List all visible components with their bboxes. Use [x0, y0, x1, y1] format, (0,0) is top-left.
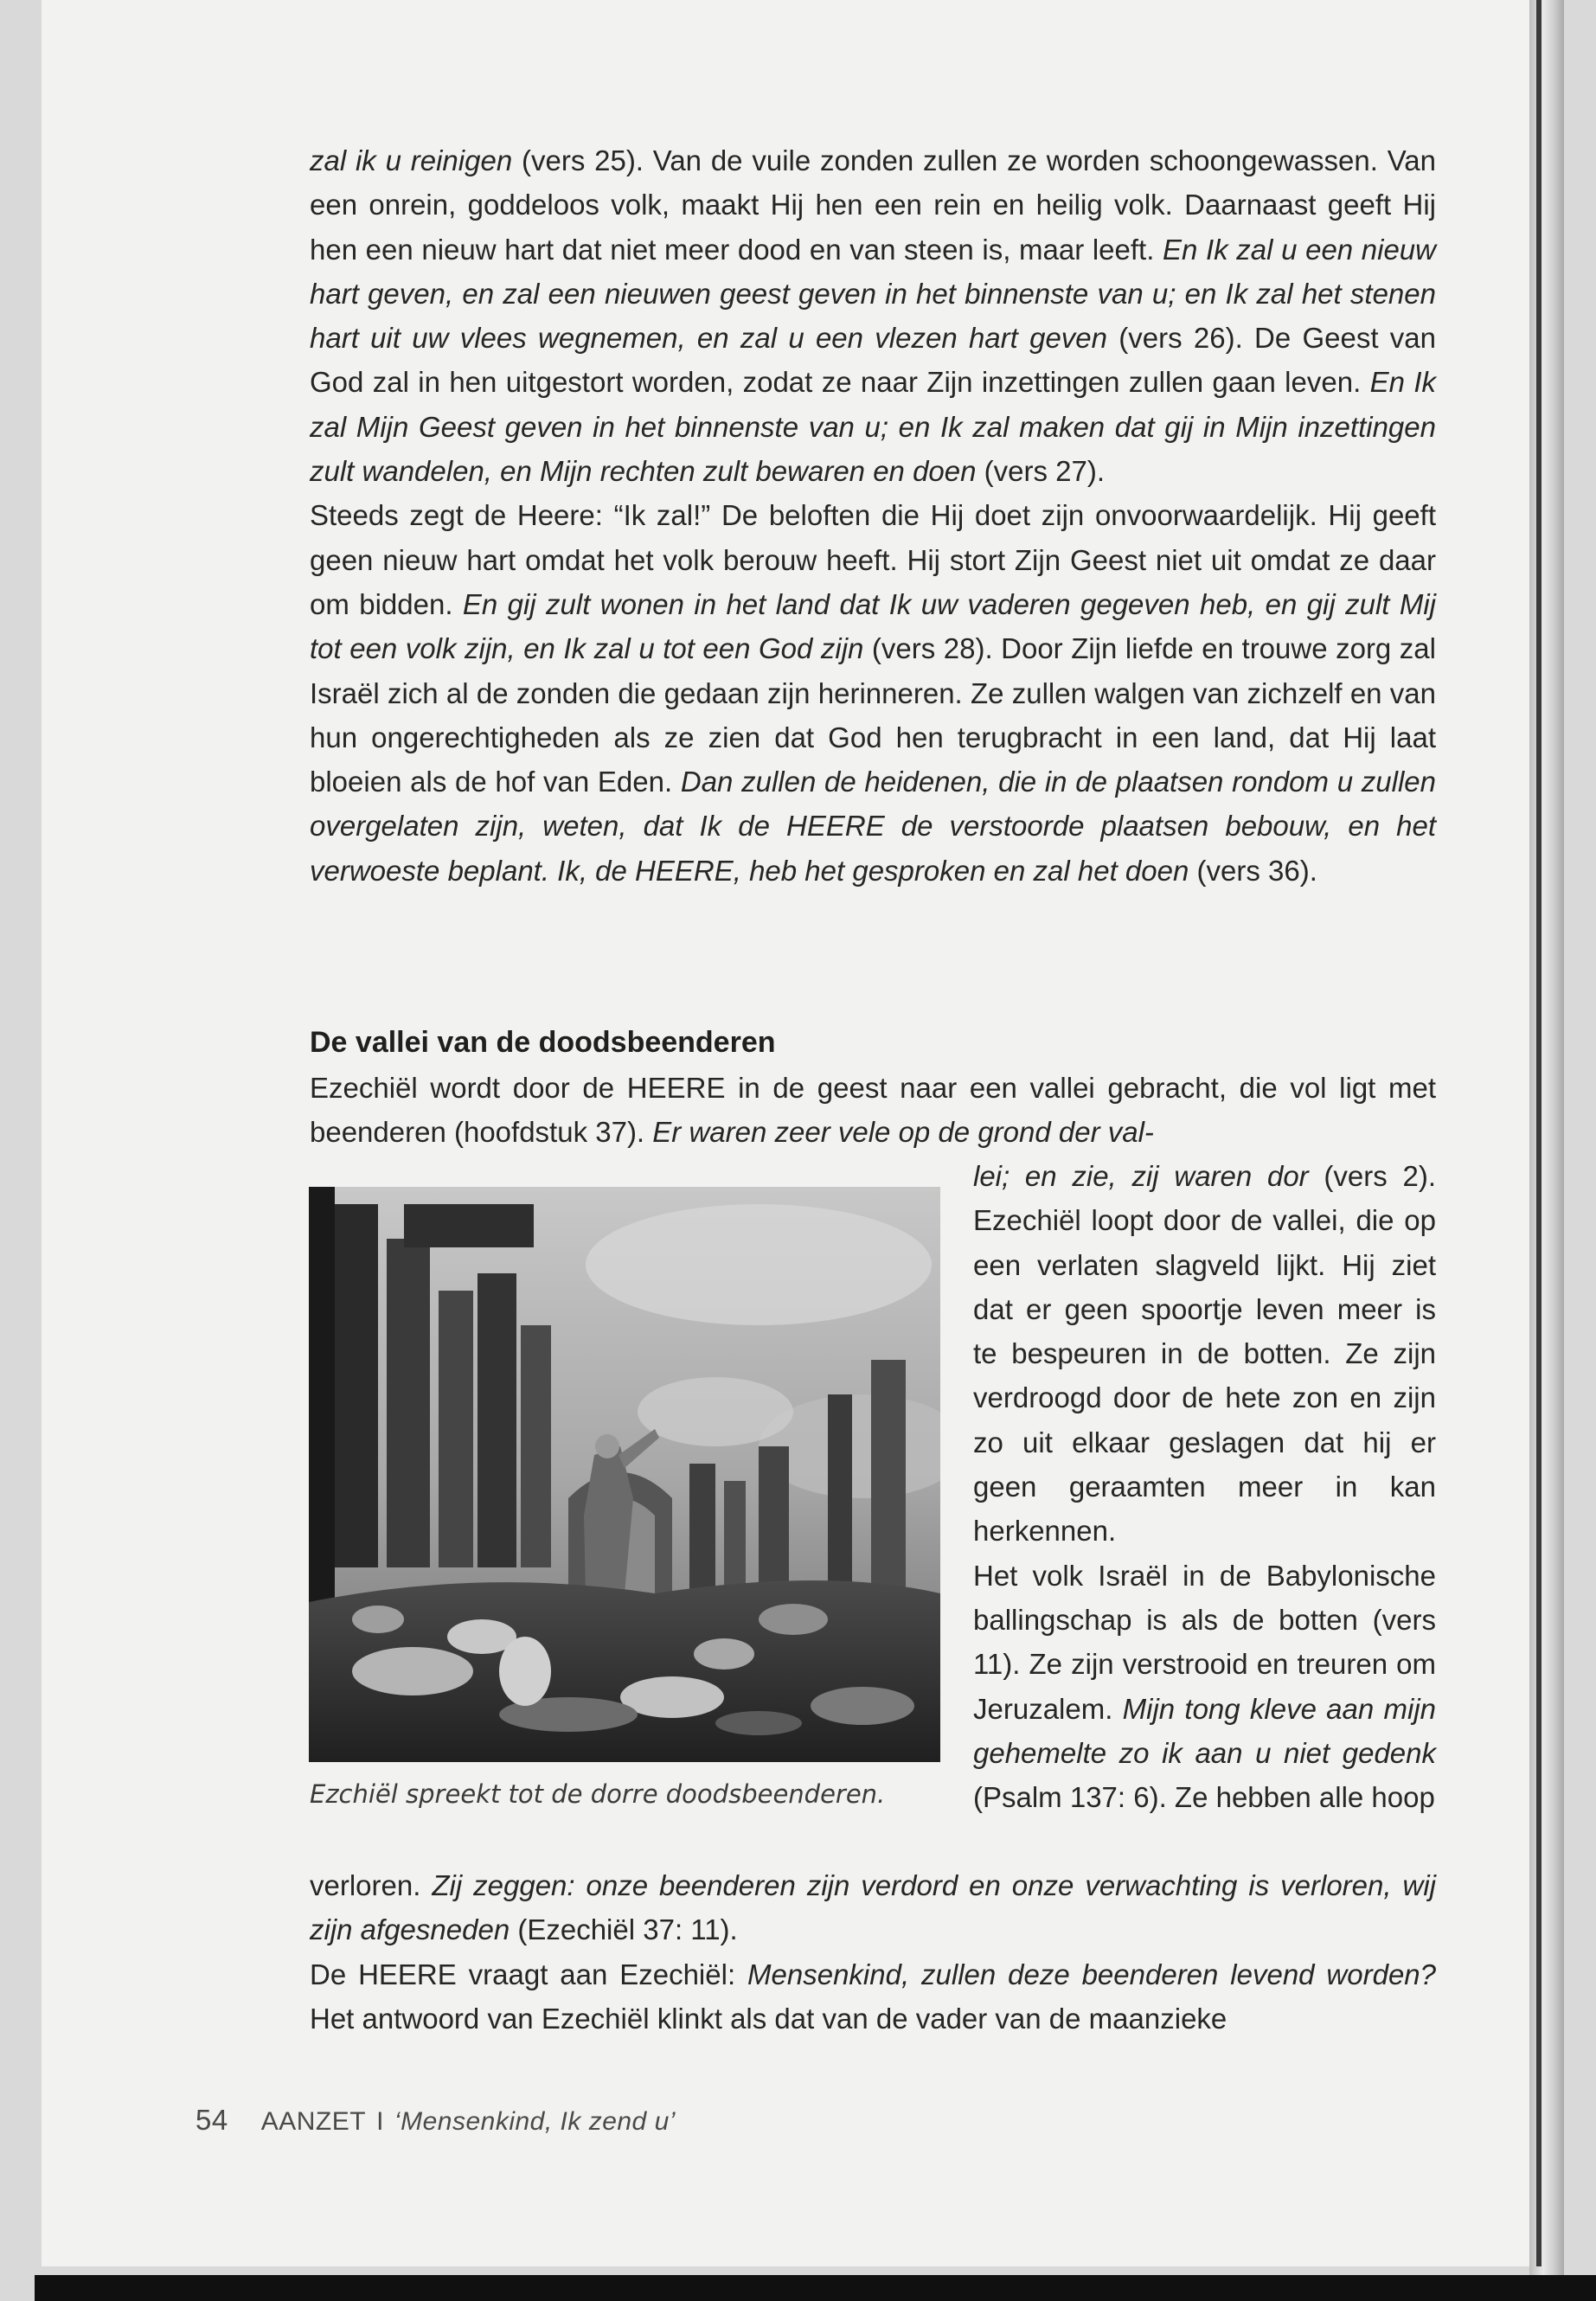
text-block-top [310, 138, 1436, 893]
text-span: (vers 28). Door Zijn liefde en trouwe zorg zal Israël zich al de zonden die gedaan zijn herinneren. Ze zullen walgen van zichzelf en van hun ongerechtigheden als ze zien dat God hen terugbracht in een land, dat Hij laat bloeien als de hof van Eden. [310, 632, 1436, 798]
figure-painting [309, 1187, 940, 1762]
quote-vers-2-end: lei; en zie, zij waren dor [973, 1160, 1309, 1192]
text-block-section-intro [310, 1066, 1436, 1155]
footer-separator: I [376, 2107, 384, 2136]
text-span: (vers 25). Van de vuile zonden zullen ze worden schoongewassen. Van een onrein, goddeloos volk, maakt Hij hen een rein en heilig volk. Daarnaast geeft Hij hen een nieuw hart dat niet meer dood en van steen is, maar leeft. [310, 144, 1436, 266]
text-span: De HEERE vraagt aan Ezechiël: [310, 1958, 748, 1990]
scan-bottom-edge [35, 2275, 1596, 2301]
text-span: Steeds zegt de Heere: “Ik zal!” De beloften die Hij doet zijn onvoorwaardelijk. Hij geeft geen nieuw hart omdat het volk berouw heeft. Hij stort Zijn Geest niet uit omdat ze daar om bidden. [310, 499, 1436, 620]
text-block-beside-figure [973, 1154, 1436, 1819]
paragraph-ik-zal [310, 493, 1436, 893]
figure-caption: Ezchiël spreekt tot de dorre doodsbeenderen. [310, 1779, 886, 1809]
quote-vers-26: En Ik zal u een nieuw hart geven, en zal een nieuwen geest geven in het binnenste van u; en Ik zal het stenen hart uit uw vlees wegnemen, en zal u een vlezen hart geven [310, 233, 1436, 355]
book-spine [1529, 0, 1564, 2301]
section-heading: De vallei van de doodsbeenderen [310, 1026, 776, 1059]
paragraph-vallei-continued [973, 1154, 1436, 1554]
text-span: (Ezechiël 37: 11). [510, 1913, 738, 1946]
paragraph-verloren [310, 1863, 1436, 1952]
text-span: (vers 26). De Geest van God zal in hen uitgestort worden, zodat ze naar Zijn inzettingen zullen gaan leven. [310, 322, 1436, 399]
text-span: Het volk Israël in de Babylonische ballingschap is als de botten (vers 11). Ze zijn verstrooid en treuren om Jeruzalem. [973, 1559, 1436, 1725]
quote-vers-36: Dan zullen de heidenen, die in de plaatsen rondom u zullen overgelaten zijn, weten, dat Ik de HEERE de verstoorde plaatsen bebouw, en het verwoeste beplant. Ik, de HEERE, heb het gesproken en zal het doen [310, 766, 1436, 887]
quote-mensenkind: Mensenkind, zullen deze beenderen levend worden? [747, 1958, 1436, 1990]
quote-vers-28: En gij zult wonen in het land dat Ik uw vaderen gegeven heb, en gij zult Mij tot een volk zijn, en Ik zal u tot een God zijn [310, 587, 1436, 665]
text-span: (vers 27). [976, 455, 1106, 488]
text-block-bottom [310, 1863, 1436, 2041]
paragraph-reinigen [310, 138, 1436, 493]
text-span: (Psalm 137: 6). Ze hebben alle hoop [973, 1781, 1435, 1814]
spine-edge [1536, 0, 1542, 2266]
quote-vers-27: En Ik zal Mijn Geest geven in het binnenste van u; en Ik zal maken dat gij in Mijn inzettingen zult wandelen, en Mijn rechten zult bewaren en doen [310, 366, 1437, 488]
text-span: Het antwoord van Ezechiël klinkt als dat van de vader van de maanzieke [310, 2002, 1227, 2035]
painting-ezekiel-bones-image [309, 1187, 940, 1762]
text-span: (vers 36). [1189, 854, 1317, 887]
text-span: verloren. [310, 1869, 433, 1901]
page-footer [195, 2104, 676, 2137]
quote-reinigen: zal ik u reinigen [310, 144, 513, 176]
quote-vers-2-start: Er waren zeer vele op de grond der val- [652, 1116, 1154, 1149]
book-title: ‘Mensenkind, Ik zend u’ [394, 2107, 676, 2136]
page-number: 54 [195, 2104, 228, 2136]
series-name: AANZET [260, 2107, 367, 2136]
quote-ezechiel-37-11: Zij zeggen: onze beenderen zijn verdord en onze verwachting is verloren, wij zijn afgesneden [310, 1869, 1436, 1946]
paragraph-vallei [310, 1066, 1436, 1155]
paragraph-babylonische [973, 1554, 1436, 1820]
text-span: Ezechiël wordt door de HEERE in de geest naar een vallei gebracht, die vol ligt met beenderen (hoofdstuk 37). [310, 1072, 1436, 1149]
text-span: (vers 2). Ezechiël loopt door de vallei, die op een verlaten slagveld lijkt. Hij ziet dat er geen spoortje leven meer is te bespeuren in de botten. Ze zijn verdroogd door de hete zon en zijn zo uit elkaar geslagen dat hij er geen geraamten meer in kan herkennen. [973, 1160, 1436, 1548]
quote-psalm-137: Mijn tong kleve aan mijn gehemelte zo ik aan u niet gedenk [973, 1692, 1437, 1769]
paragraph-mensenkind [310, 1952, 1436, 2041]
